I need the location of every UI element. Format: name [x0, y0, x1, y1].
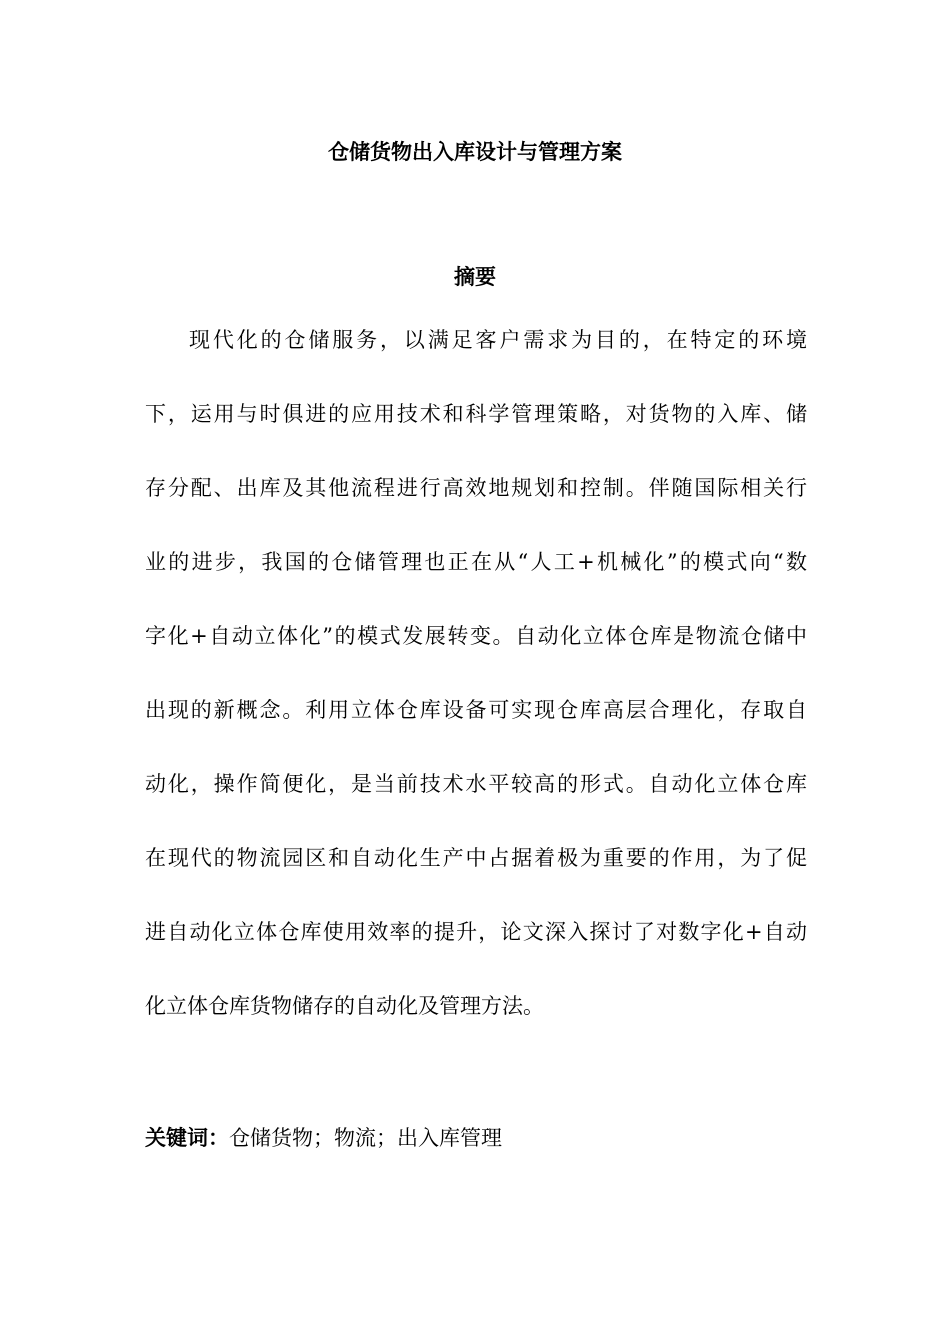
document-title: 仓储货物出入库设计与管理方案 [328, 139, 622, 164]
abstract-body [145, 320, 807, 1060]
abstract-line: 进自动化立体仓库使用效率的提升，论文深入探讨了对数字化+自动 [145, 920, 807, 944]
abstract-heading: 摘要 [454, 264, 496, 289]
abstract-line: 在现代的物流园区和自动化生产中占据着极为重要的作用，为了促 [145, 846, 807, 870]
abstract-line: 下，运用与时俱进的应用技术和科学管理策略，对货物的入库、储 [145, 402, 807, 426]
abstract-line: 现代化的仓储服务，以满足客户需求为目的，在特定的环境 [189, 328, 807, 352]
abstract-line: 动化，操作简便化，是当前技术水平较高的形式。自动化立体仓库 [145, 772, 807, 796]
keywords-value: 仓储货物；物流；出入库管理 [229, 1126, 502, 1150]
abstract-line: 化立体仓库货物储存的自动化及管理方法。 [145, 994, 544, 1018]
abstract-line: 字化+自动立体化”的模式发展转变。自动化立体仓库是物流仓储中 [145, 624, 807, 648]
abstract-line: 存分配、出库及其他流程进行高效地规划和控制。伴随国际相关行 [145, 476, 807, 500]
keywords-line [145, 1122, 502, 1154]
keywords-label: 关键词： [145, 1125, 229, 1150]
abstract-line: 业的进步，我国的仓储管理也正在从“人工+机械化”的模式向“数 [145, 550, 807, 574]
abstract-line: 出现的新概念。利用立体仓库设备可实现仓库高层合理化，存取自 [145, 698, 807, 722]
